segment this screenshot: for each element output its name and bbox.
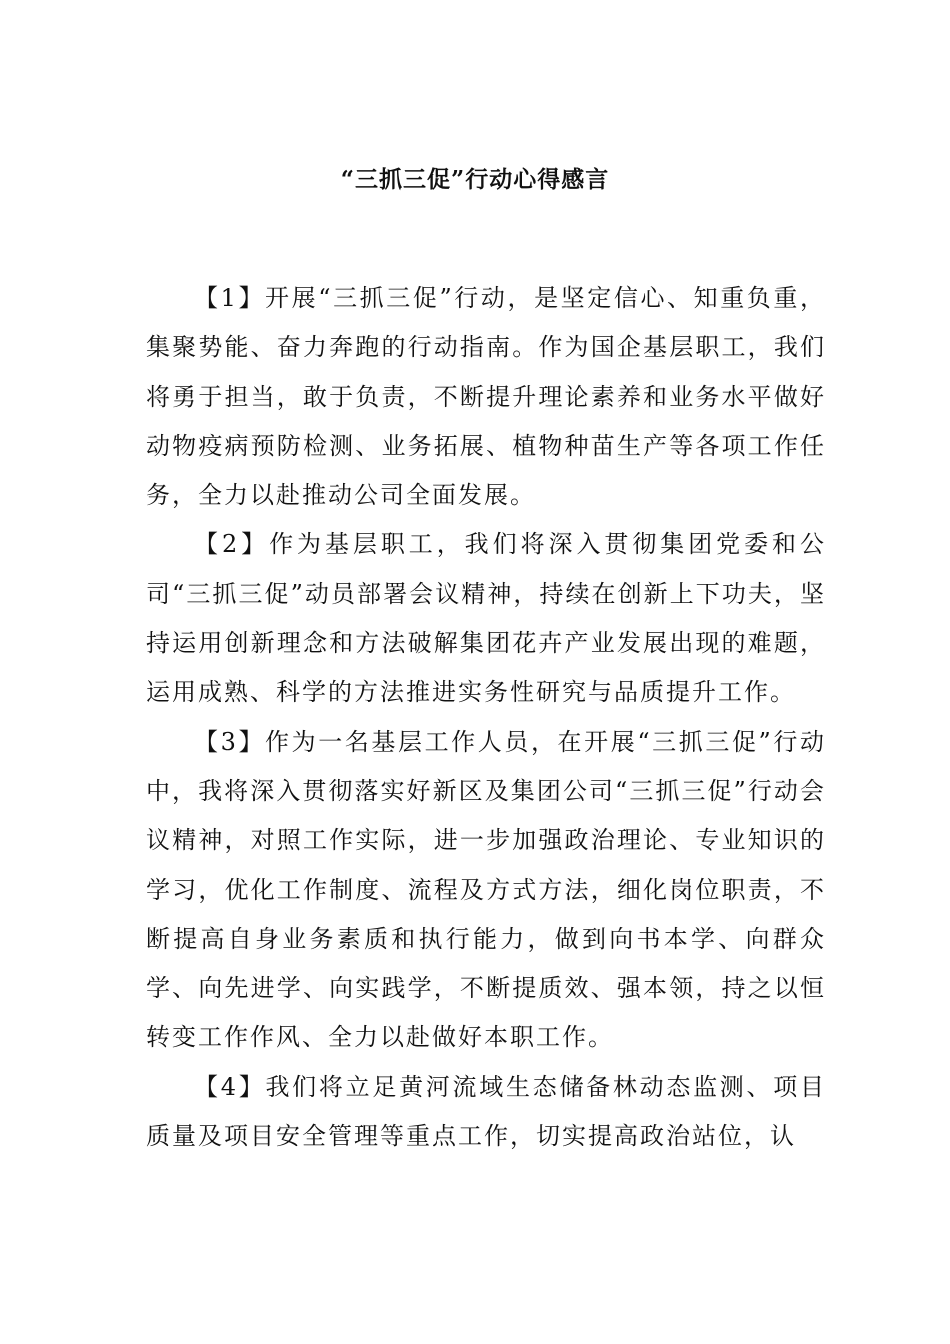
document-body — [146, 274, 826, 1161]
paragraph-1: 【1】开展“三抓三促”行动，是坚定信心、知重负重，集聚势能、奋力奔跑的行动指南。作为国企基层职工，我们将勇于担当，敢于负责，不断提升理论素养和业务水平做好动物疫病预防检测、业务拓展、植物种苗生产等各项工作任务，全力以赴推动公司全面发展。 — [146, 284, 826, 510]
paragraph-3: 【3】作为一名基层工作人员，在开展“三抓三促”行动中，我将深入贯彻落实好新区及集团公司“三抓三促”行动会议精神，对照工作实际，进一步加强政治理论、专业知识的学习，优化工作制度、流程及方式方法，细化岗位职责，不断提高自身业务素质和执行能力，做到向书本学、向群众学、向先进学、向实践学，不断提质效、强本领，持之以恒转变工作作风、全力以赴做好本职工作。 — [146, 727, 826, 1052]
paragraph-2: 【2】作为基层职工，我们将深入贯彻集团党委和公司“三抓三促”动员部署会议精神，持续在创新上下功夫，坚持运用创新理念和方法破解集团花卉产业发展出现的难题，运用成熟、科学的方法推进实务性研究与品质提升工作。 — [146, 530, 826, 707]
document-title: “三抓三促”行动心得感言 — [340, 166, 610, 193]
paragraph-4: 【4】我们将立足黄河流域生态储备林动态监测、项目质量及项目安全管理等重点工作，切实提高政治站位，认 — [146, 1072, 826, 1151]
